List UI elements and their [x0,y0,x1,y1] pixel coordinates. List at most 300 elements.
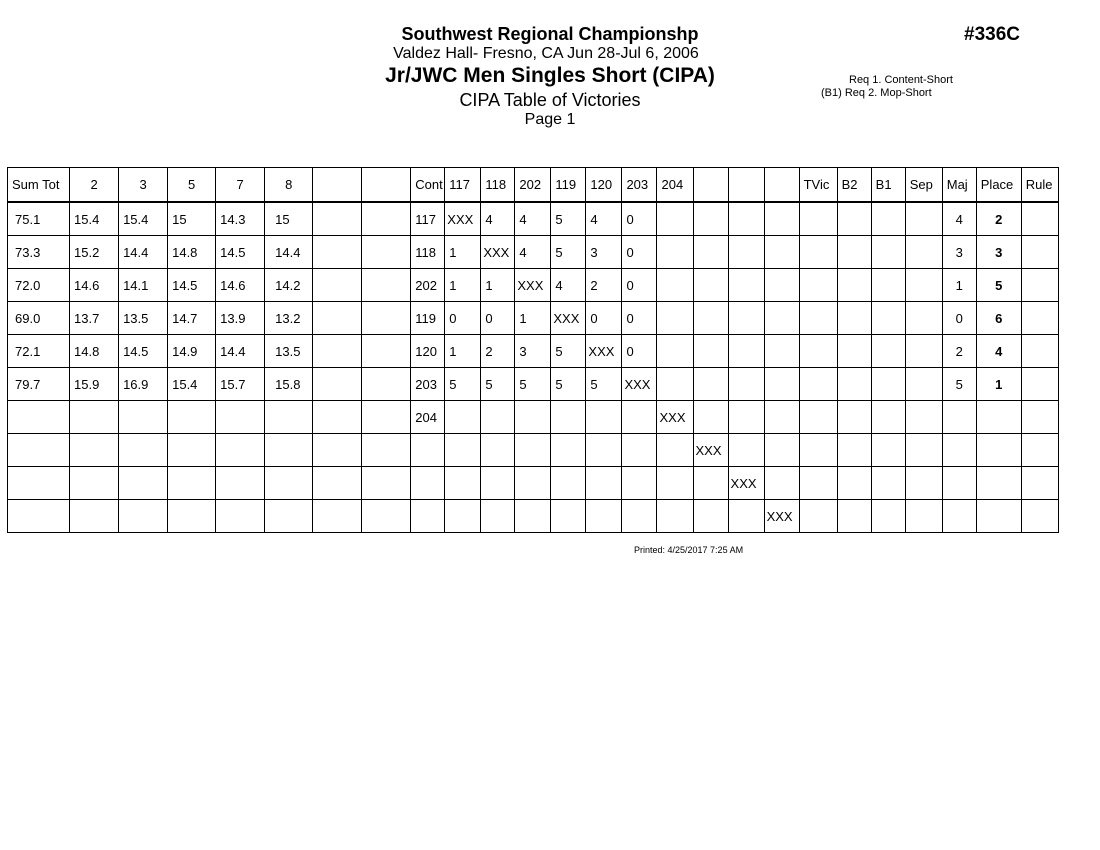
victories-table [7,167,1059,533]
table-cell [481,434,515,467]
table-cell [764,401,799,434]
table-cell: 1 [481,269,515,302]
table-cell: 3 [586,236,622,269]
table-cell: 0 [445,302,481,335]
table-cell [168,500,216,533]
table-header-cell: Maj [942,168,976,203]
table-cell [313,302,362,335]
table-cell [70,401,119,434]
table-header-cell: 3 [119,168,168,203]
table-cell: 0 [481,302,515,335]
table-header-cell: 2 [70,168,119,203]
table-cell [905,434,942,467]
table-cell [871,467,905,500]
table-cell: 1 [515,302,551,335]
table-cell [693,368,728,401]
table-cell [905,368,942,401]
table-cell: 14.9 [168,335,216,368]
table-cell [481,500,515,533]
table-cell [515,434,551,467]
table-cell [362,202,411,236]
table-cell [799,335,837,368]
table-cell [693,302,728,335]
table-header-cell: 118 [481,168,515,203]
table-header-cell: Cont [411,168,445,203]
table-cell [362,467,411,500]
table-cell [445,467,481,500]
table-cell: 73.3 [8,236,70,269]
table-cell: 0 [622,335,657,368]
table-cell [657,302,693,335]
table-cell [657,434,693,467]
table-cell: 16.9 [119,368,168,401]
table-row [8,202,1059,236]
table-cell: 4 [942,202,976,236]
table-cell: 5 [551,368,586,401]
table-cell [657,236,693,269]
table-cell: 1 [445,236,481,269]
table-cell [313,401,362,434]
table-cell: 15.2 [70,236,119,269]
table-cell: 4 [586,202,622,236]
table-header-cell: TVic [799,168,837,203]
table-cell: 0 [622,269,657,302]
table-cell [871,302,905,335]
table-cell: 0 [622,202,657,236]
table-cell [313,467,362,500]
table-header-cell: 7 [216,168,265,203]
table-cell [728,202,764,236]
table-cell: 5 [942,368,976,401]
table-cell [799,269,837,302]
table-cell [871,236,905,269]
table-cell: 4 [515,236,551,269]
table-cell: 4 [551,269,586,302]
table-header-cell: Sep [905,168,942,203]
table-cell [362,236,411,269]
table-cell [8,467,70,500]
table-cell: 203 [411,368,445,401]
table-cell: 13.2 [265,302,313,335]
table-cell: 13.5 [119,302,168,335]
table-cell [168,467,216,500]
table-header-cell [362,168,411,203]
table-cell: 14.7 [168,302,216,335]
table-cell [871,202,905,236]
table-row [8,401,1059,434]
table-cell [871,368,905,401]
table-cell [362,500,411,533]
table-cell [362,302,411,335]
printed-timestamp: Printed: 4/25/2017 7:25 AM [634,545,744,555]
table-cell [622,401,657,434]
table-cell: 118 [411,236,445,269]
table-cell [764,236,799,269]
table-header-cell [728,168,764,203]
table-cell [362,401,411,434]
table-cell: 14.6 [216,269,265,302]
table-cell [8,434,70,467]
table-cell [728,500,764,533]
table-cell [70,467,119,500]
table-cell: XXX [693,434,728,467]
table-cell [799,401,837,434]
table-cell: 14.5 [168,269,216,302]
table-cell [764,368,799,401]
table-cell [551,434,586,467]
table-cell: 0 [622,302,657,335]
table-cell [905,500,942,533]
table-cell: 2 [976,202,1021,236]
table-cell: 1 [445,269,481,302]
table-cell: 14.6 [70,269,119,302]
table-cell: 5 [445,368,481,401]
table-cell [837,202,871,236]
table-cell: 5 [976,269,1021,302]
table-cell [728,302,764,335]
table-cell [799,434,837,467]
table-cell: 2 [586,269,622,302]
table-cell: 15.4 [168,368,216,401]
table-cell [657,368,693,401]
table-cell [905,401,942,434]
table-cell [411,467,445,500]
table-cell: 3 [976,236,1021,269]
table-row [8,269,1059,302]
table-cell: 79.7 [8,368,70,401]
table-cell [515,467,551,500]
table-header-cell: 119 [551,168,586,203]
table-cell [837,434,871,467]
table-cell [8,500,70,533]
table-cell: 2 [942,335,976,368]
table-cell: 14.4 [119,236,168,269]
table-cell: XXX [586,335,622,368]
table-cell [693,236,728,269]
table-cell [657,467,693,500]
table-cell: XXX [657,401,693,434]
table-cell [622,467,657,500]
table-cell [313,236,362,269]
table-cell [764,467,799,500]
table-cell [693,500,728,533]
table-cell [1021,335,1058,368]
table-cell: 15.4 [70,202,119,236]
table-cell [8,401,70,434]
table-cell: XXX [445,202,481,236]
table-row [8,434,1059,467]
table-cell: 14.8 [168,236,216,269]
table-cell [313,335,362,368]
table-cell [515,401,551,434]
table-cell [551,401,586,434]
table-cell [728,368,764,401]
table-cell [837,401,871,434]
table-header-cell: 202 [515,168,551,203]
table-cell [168,401,216,434]
table-cell: XXX [515,269,551,302]
table-cell: 15.9 [70,368,119,401]
table-cell: 13.7 [70,302,119,335]
table-cell [622,434,657,467]
table-cell: 72.1 [8,335,70,368]
table-cell [693,401,728,434]
table-cell [362,269,411,302]
table-cell: 3 [515,335,551,368]
table-cell [942,467,976,500]
table-cell [728,236,764,269]
table-cell [119,434,168,467]
table-cell [905,302,942,335]
table-cell: 5 [551,236,586,269]
table-cell: 5 [481,368,515,401]
table-cell: 14.5 [216,236,265,269]
table-cell [586,401,622,434]
table-cell: 119 [411,302,445,335]
table-cell [622,500,657,533]
table-cell [871,500,905,533]
table-row [8,302,1059,335]
table-cell [942,401,976,434]
table-cell [481,401,515,434]
table-header-cell: 203 [622,168,657,203]
table-cell [445,434,481,467]
table-cell [119,467,168,500]
table-cell [1021,302,1058,335]
table-cell [693,335,728,368]
table-cell: XXX [622,368,657,401]
table-cell [657,269,693,302]
table-cell [871,335,905,368]
table-cell [313,202,362,236]
table-cell [764,335,799,368]
table-cell [515,500,551,533]
table-header-cell: B1 [871,168,905,203]
table-cell [905,269,942,302]
table-cell [1021,434,1058,467]
table-cell [905,467,942,500]
table-cell [799,500,837,533]
table-cell [871,401,905,434]
table-cell [728,269,764,302]
table-cell [837,500,871,533]
table-cell [799,368,837,401]
table-cell [313,368,362,401]
table-cell: 0 [586,302,622,335]
table-cell [481,467,515,500]
table-header-cell: Place [976,168,1021,203]
table-cell [976,467,1021,500]
table-cell [837,335,871,368]
table-header-cell [313,168,362,203]
table-cell [764,269,799,302]
table-cell: 117 [411,202,445,236]
table-cell [1021,368,1058,401]
table-row [8,368,1059,401]
table-cell [362,434,411,467]
table-cell: XXX [764,500,799,533]
table-cell [119,401,168,434]
table-header-cell: 117 [445,168,481,203]
table-cell [411,500,445,533]
table-cell: 13.9 [216,302,265,335]
table-row [8,467,1059,500]
table-cell [216,401,265,434]
table-cell [1021,236,1058,269]
table-cell [445,401,481,434]
table-header-cell: B2 [837,168,871,203]
table-cell [976,500,1021,533]
table-cell [216,500,265,533]
table-cell: 202 [411,269,445,302]
table-cell [362,368,411,401]
table-cell: 15 [265,202,313,236]
table-cell: XXX [728,467,764,500]
table-cell: 204 [411,401,445,434]
table-cell [586,434,622,467]
table-cell [216,467,265,500]
table-row [8,236,1059,269]
table-cell [728,401,764,434]
table-cell: 120 [411,335,445,368]
table-cell [1021,202,1058,236]
table-cell: 15.4 [119,202,168,236]
table-cell [445,500,481,533]
table-cell [942,500,976,533]
table-row [8,335,1059,368]
table-header-cell: 204 [657,168,693,203]
table-cell [764,434,799,467]
table-cell: 75.1 [8,202,70,236]
table-cell [70,434,119,467]
table-cell: 0 [622,236,657,269]
table-cell [1021,269,1058,302]
table-cell [586,500,622,533]
table-cell [168,434,216,467]
table-cell [119,500,168,533]
table-cell [657,500,693,533]
page-number: Page 1 [524,111,576,128]
table-cell [265,500,313,533]
table-cell [657,202,693,236]
table-cell [411,434,445,467]
table-header-cell: Sum Tot [8,168,70,203]
table-cell: XXX [551,302,586,335]
table-cell: 15 [168,202,216,236]
table-cell: 14.4 [216,335,265,368]
table-cell [362,335,411,368]
table-cell [837,269,871,302]
table-cell [764,302,799,335]
table-cell [693,467,728,500]
table-header-cell [693,168,728,203]
table-cell [265,467,313,500]
table-cell [657,335,693,368]
table-header-cell: 8 [265,168,313,203]
table-cell: 14.3 [216,202,265,236]
table-cell: 14.1 [119,269,168,302]
table-cell [1021,401,1058,434]
table-cell [905,335,942,368]
table-cell: 6 [976,302,1021,335]
table-row [8,500,1059,533]
requirement-2: (B1) Req 2. Mop-Short [821,87,932,99]
table-cell: 4 [515,202,551,236]
table-cell: 3 [942,236,976,269]
table-cell [976,401,1021,434]
table-cell [905,202,942,236]
table-cell [551,467,586,500]
table-cell: 5 [586,368,622,401]
table-cell [764,202,799,236]
table-cell [799,236,837,269]
table-cell [871,434,905,467]
table-header-cell: 5 [168,168,216,203]
table-header-cell [764,168,799,203]
table-cell [976,434,1021,467]
table-cell [728,434,764,467]
table-cell: 4 [976,335,1021,368]
table-cell [871,269,905,302]
event-code: #336C [964,24,1020,45]
table-cell [837,467,871,500]
report-title: CIPA Table of Victories [459,90,641,110]
table-header-row [8,168,1059,203]
table-cell: 15.7 [216,368,265,401]
table-cell [313,269,362,302]
event-title: Southwest Regional Championshp [401,24,699,44]
division-title: Jr/JWC Men Singles Short (CIPA) [385,64,715,87]
table-cell: 5 [551,335,586,368]
table-cell [728,335,764,368]
table-cell [837,236,871,269]
table-cell [837,302,871,335]
table-cell [313,500,362,533]
table-cell [905,236,942,269]
table-cell [70,500,119,533]
table-cell: XXX [481,236,515,269]
table-cell [693,202,728,236]
table-cell: 14.8 [70,335,119,368]
venue-line: Valdez Hall- Fresno, CA Jun 28-Jul 6, 2006 [393,45,699,62]
table-cell [586,467,622,500]
table-cell [799,467,837,500]
table-cell: 1 [942,269,976,302]
table-cell: 0 [942,302,976,335]
table-cell: 15.8 [265,368,313,401]
table-cell [551,500,586,533]
table-cell [837,368,871,401]
table-cell [216,434,265,467]
table-cell: 5 [515,368,551,401]
table-cell: 1 [445,335,481,368]
table-cell [1021,500,1058,533]
table-cell [265,434,313,467]
table-cell [799,202,837,236]
table-cell [265,401,313,434]
table-cell [693,269,728,302]
table-cell: 14.4 [265,236,313,269]
table-cell: 14.5 [119,335,168,368]
table-cell: 69.0 [8,302,70,335]
table-cell: 72.0 [8,269,70,302]
table-cell: 1 [976,368,1021,401]
table-cell [313,434,362,467]
table-cell: 14.2 [265,269,313,302]
table-cell: 13.5 [265,335,313,368]
table-cell [1021,467,1058,500]
table-header-cell: 120 [586,168,622,203]
